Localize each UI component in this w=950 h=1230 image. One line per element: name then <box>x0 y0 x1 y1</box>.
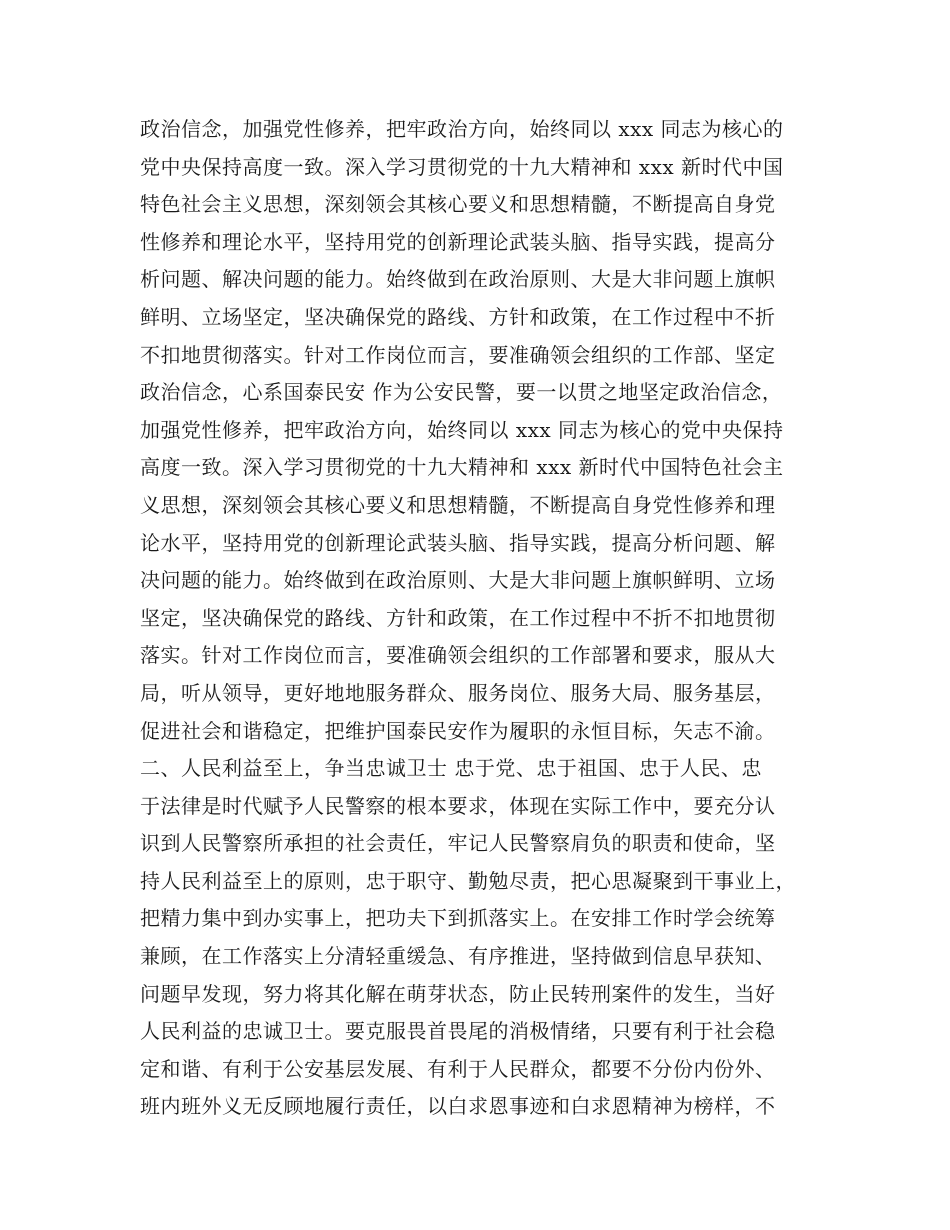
text-line: 于法律是时代赋予人民警察的根本要求，体现在实际工作中，要充分认 <box>140 793 776 818</box>
text-line: 政治信念，加强党性修养，把牢政治方向，始终同以 xxx 同志为核心的 <box>140 117 784 141</box>
section-heading-line: 二、人民利益至上，争当忠诚卫士 忠于党、忠于祖国、忠于人民、忠 <box>140 756 762 781</box>
text-line: 鲜明、立场坚定，坚决确保党的路线、方针和政策，在工作过程中不折 <box>140 304 776 329</box>
text-line: 班内班外义无反顾地履行责任，以白求恩事迹和白求恩精神为榜样，不 <box>140 1094 776 1119</box>
text-line: 坚定，坚决确保党的路线、方针和政策，在工作过程中不折不扣地贯彻 <box>140 605 776 630</box>
text-line: 性修养和理论水平，坚持用党的创新理论武装头脑、指导实践，提高分 <box>140 229 776 254</box>
text-line: 党中央保持高度一致。深入学习贯彻党的十九大精神和 xxx 新时代中国 <box>140 154 784 179</box>
text-line: 高度一致。深入学习贯彻党的十九大精神和 xxx 新时代中国特色社会主 <box>140 455 784 480</box>
text-line: 政治信念，心系国泰民安 作为公安民警，要一以贯之地坚定政治信念， <box>140 380 783 405</box>
text-line: 不扣地贯彻落实。针对工作岗位而言，要准确领会组织的工作部、坚定 <box>140 342 776 367</box>
text-line: 决问题的能力。始终做到在政治原则、大是大非问题上旗帜鲜明、立场 <box>140 568 776 593</box>
text-line: 论水平，坚持用党的创新理论武装头脑、指导实践，提高分析问题、解 <box>140 530 776 555</box>
text-line: 促进社会和谐稳定，把维护国泰民安作为履职的永恒目标，矢志不渝。 <box>140 718 776 743</box>
text-line: 定和谐、有利于公安基层发展、有利于人民群众，都要不分份内份外、 <box>140 1056 776 1081</box>
text-line: 义思想，深刻领会其核心要义和思想精髓，不断提高自身党性修养和理 <box>140 492 776 517</box>
text-line: 把精力集中到办实事上，把功夫下到抓落实上。在安排工作时学会统筹 <box>140 906 776 931</box>
text-line: 局，听从领导，更好地地服务群众、服务岗位、服务大局、服务基层， <box>140 680 776 705</box>
text-line: 加强党性修养，把牢政治方向，始终同以 xxx 同志为核心的党中央保持 <box>140 417 784 442</box>
body-text <box>140 111 820 1126</box>
text-line: 识到人民警察所承担的社会责任，牢记人民警察肩负的职责和使命，坚 <box>140 831 776 856</box>
text-line: 持人民利益至上的原则，忠于职守、勤勉尽责，把心思凝聚到干事业上， <box>140 868 796 893</box>
text-line: 人民利益的忠诚卫士。要克服畏首畏尾的消极情绪，只要有利于社会稳 <box>140 1019 776 1044</box>
text-line: 落实。针对工作岗位而言，要准确领会组织的工作部署和要求，服从大 <box>140 643 776 668</box>
text-line: 兼顾，在工作落实上分清轻重缓急、有序推进，坚持做到信息早获知、 <box>140 944 776 969</box>
text-line: 析问题、解决问题的能力。始终做到在政治原则、大是大非问题上旗帜 <box>140 267 776 292</box>
text-line: 问题早发现，努力将其化解在萌芽状态，防止民转刑案件的发生，当好 <box>140 981 776 1006</box>
text-line: 特色社会主义思想，深刻领会其核心要义和思想精髓，不断提高自身党 <box>140 192 776 217</box>
